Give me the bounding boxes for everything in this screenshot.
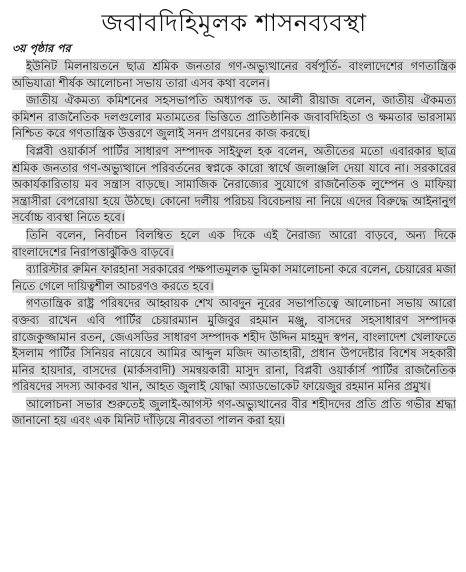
paragraph-rumin xyxy=(12,261,456,294)
paragraph-text: জাতীয় ঐকমত্য কমিশনের সহসভাপতি অধ্যাপক ড. আলী রীয়াজ বলেন, জাতীয় ঐকমত্য কমিশন রাজনৈতিক দলগুলোর মতামতের ভিত্তিতে প্রাতিষ্ঠানিক জবাবদিহিতা ও ক্ষমতার ভারসাম্য নিশ্চিত করে গণতান্ত্রিক উত্তরণে জুলাই সনদ প্রণয়নের কাজ করছে। xyxy=(12,93,456,141)
paragraph-text: গণতান্ত্রিক রাষ্ট্র পরিষদের আহ্বায়ক শেখ আবদুন নূরের সভাপতিত্বে আলোচনা সভায় আরো বক্তব্য রাখেন এবি পার্টির চেয়ারম্যান মুজিবুর রহমান মঞ্জু, বাসদের সহসাধারণ সম্পাদক রাজেকুজ্জামান রতন, জেএসডির সাধারণ সম্পাদক শহীদ উদ্দিন মাহমুদ স্বপন, বাংলাদেশ খেলাফতে ইসলাম পার্টির সিনিয়র নায়েবে আমির আব্দুল মজিদ আতাহারী, প্রধান উপদেষ্টার বিশেষ সহকারী মনির হায়দার, বাসদের (মার্কসবাদী) সমন্বয়কারী মাসুদ রানা, বিপ্লবী ওয়ার্কার্স পার্টির রাজনৈতিক পরিষদের সদস্য আকবর খান, আহত জুলাই যোদ্ধা অ্যাডভোকেট ফায়েজুর রহমান মনির প্রমুখ। xyxy=(12,296,456,394)
paragraph-text: আলোচনা সভার শুরুতেই জুলাই-আগস্ট গণ-অভ্যুত্থানের বীর শহীদদের প্রতি প্রতি গভীর শ্রদ্ধা জানানো হয় এবং এক মিনিট দাঁড়িয়ে নীরবতা পালন করা হয়। xyxy=(12,396,456,428)
paragraph-text: বিপ্লবী ওয়ার্কার্স পার্টির সাধারণ সম্পাদক সাইফুল হক বলেন, অতীতের মতো এবারকার ছাত্র শ্রমিক জনতার গণ-অভ্যুত্থানে পরিবর্তনের স্বপ্নকে কারো স্বার্থে জলাঞ্জলি দেয়া যাবে না। সরকারের অকার্যকারিতায় মব সন্ত্রাস বাড়ছে। সামাজিক নৈরাজ্যের সুযোগে রাজনৈতিক লুম্পেন ও মাফিয়া সন্ত্রাসীরা বেপরোয়া হয়ে উঠছে। কোনো দলীয় পরিচয় বিবেচনায় না নিয়ে এদের বিরুদ্ধে আইনানুগ সর্বোচ্চ ব্যবস্থা নিতে হবে। xyxy=(12,143,456,225)
paragraph-intro xyxy=(12,58,456,91)
headline: জবাবদিহিমূলক শাসনব্যবস্থা xyxy=(101,9,367,37)
paragraph-text: ইউনিট মিলনায়তনে ছাত্র শ্রমিক জনতার গণ-অভ্যুত্থানের বর্ষপূর্তি- বাংলাদেশের গণতান্ত্রিক অভিযাত্রা শীর্ষক আলোচনা সভায় তারা এসব কথা বলেন। xyxy=(12,59,456,90)
continuation-label: ৩য় পৃষ্ঠার পর xyxy=(12,42,71,55)
paragraph-tribute xyxy=(12,396,456,429)
paragraph-saiful xyxy=(12,143,456,226)
paragraph-text: তিনি বলেন, নির্বাচন বিলম্বিত হলে এক দিকে এই নৈরাজ্য আরো বাড়বে, অন্য দিকে বাংলাদেশের নিরাপত্তাঝুঁকিও বাড়বে। xyxy=(12,227,456,259)
paragraph-riaz xyxy=(12,92,456,142)
paragraph-election xyxy=(12,227,456,260)
paragraph-speakers xyxy=(12,295,456,395)
paragraph-text: ব্যারিস্টার রুমিন ফারহানা সরকারের পক্ষপাতমূলক ভূমিকা সমালোচনা করে বলেন, চেয়ারের মজা নিতে গেলে দায়িত্বশীল আচরণও করতে হবে। xyxy=(12,262,456,293)
